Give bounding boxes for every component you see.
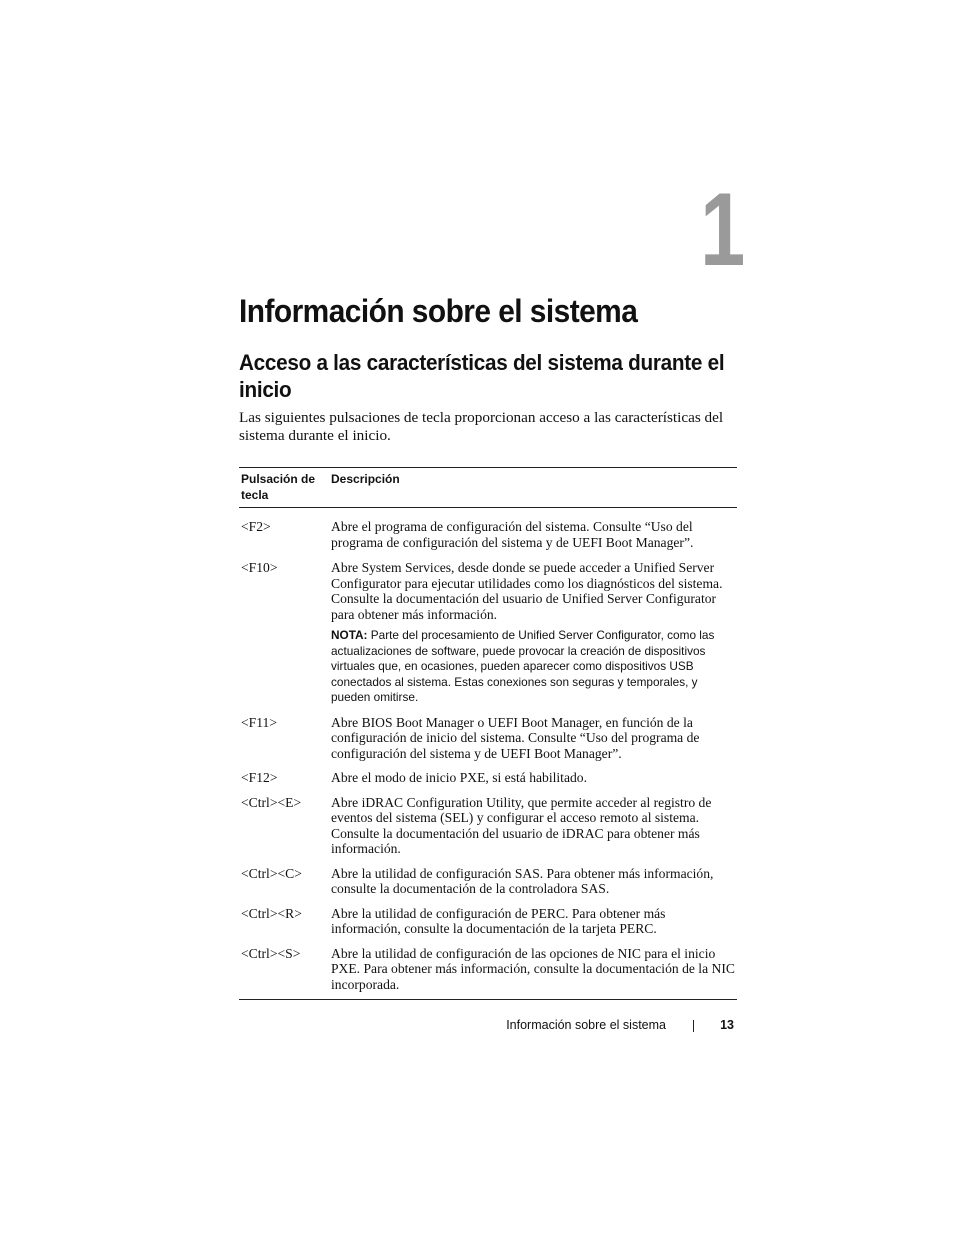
- header-description: Descripción: [331, 472, 400, 486]
- page-footer: [470, 1016, 736, 1034]
- row-key: <Ctrl><E>: [241, 794, 302, 810]
- chapter-title: Información sobre el sistema: [239, 293, 638, 329]
- note-label: NOTA:: [331, 628, 368, 642]
- section-title: Acceso a las características del sistema durante el inicio: [239, 350, 725, 402]
- footer-separator: [693, 1020, 694, 1032]
- row-description: Abre BIOS Boot Manager o UEFI Boot Manager, en función de la configuración de inicio del sistema. Consulte “Uso del programa de configuración del sistema y de UEFI Boot Manager”.: [331, 714, 700, 761]
- row-key: <F12>: [241, 770, 278, 785]
- header-keystroke: Pulsación de tecla: [241, 472, 316, 502]
- row-key: <Ctrl><C>: [241, 865, 302, 881]
- row-key: <Ctrl><S>: [241, 945, 301, 961]
- row-key: <F11>: [241, 714, 277, 730]
- table-row: [239, 866, 737, 897]
- intro-paragraph: Las siguientes pulsaciones de tecla proporcionan acceso a las características del sistema durante el inicio.: [239, 409, 724, 444]
- row-key: <Ctrl><R>: [241, 905, 302, 921]
- row-description: Abre la utilidad de configuración de las opciones de NIC para el inicio PXE. Para obtener más información, consulte la documentación de la NIC incorporada.: [331, 945, 735, 992]
- table-header: [239, 468, 737, 508]
- row-key: <F10>: [241, 560, 278, 575]
- row-description: Abre el programa de configuración del sistema. Consulte “Uso del programa de configuración del sistema y de UEFI Boot Manager”.: [331, 519, 694, 550]
- chapter-number: 1: [700, 172, 746, 288]
- page-number: 13: [720, 1018, 734, 1032]
- row-key: <F2>: [241, 519, 271, 534]
- note-text: Parte del procesamiento de Unified Server Configurator, como las actualizaciones de software, puede provocar la creación de dispositivos virtuales que, en ocasiones, pueden aparecer como dispositivos USB conectados al sistema. Estas conexiones son seguras y temporales, y pueden omitirse.: [331, 628, 715, 704]
- table-row: [239, 946, 737, 993]
- row-description: Abre la utilidad de configuración SAS. Para obtener más información, consulte la documentación de la controladora SAS.: [331, 865, 714, 896]
- note: [331, 628, 735, 706]
- footer-title: Información sobre el sistema: [506, 1018, 666, 1032]
- table-row: [239, 795, 737, 857]
- row-description: Abre el modo de inicio PXE, si está habilitado.: [331, 770, 587, 785]
- row-description: Abre iDRAC Configuration Utility, que permite acceder al registro de eventos del sistema (SEL) y configurar el acceso remoto al sistema. Consulte la documentación del usuario de iDRAC para obtener más información.: [331, 794, 712, 856]
- table-row: [239, 906, 737, 937]
- table-row: [239, 519, 737, 550]
- row-description: Abre System Services, desde donde se puede acceder a Unified Server Configurator para ejecutar utilidades como los diagnósticos del sistema. Consulte la documentación del usuario de Unified Server Configurator para obtener más información.: [331, 560, 723, 622]
- row-description: Abre la utilidad de configuración de PERC. Para obtener más información, consulte la documentación de la tarjeta PERC.: [331, 905, 666, 936]
- table-row: [239, 560, 737, 706]
- keystroke-table: [239, 467, 737, 1000]
- table-row: [239, 715, 737, 762]
- table-row: [239, 770, 737, 786]
